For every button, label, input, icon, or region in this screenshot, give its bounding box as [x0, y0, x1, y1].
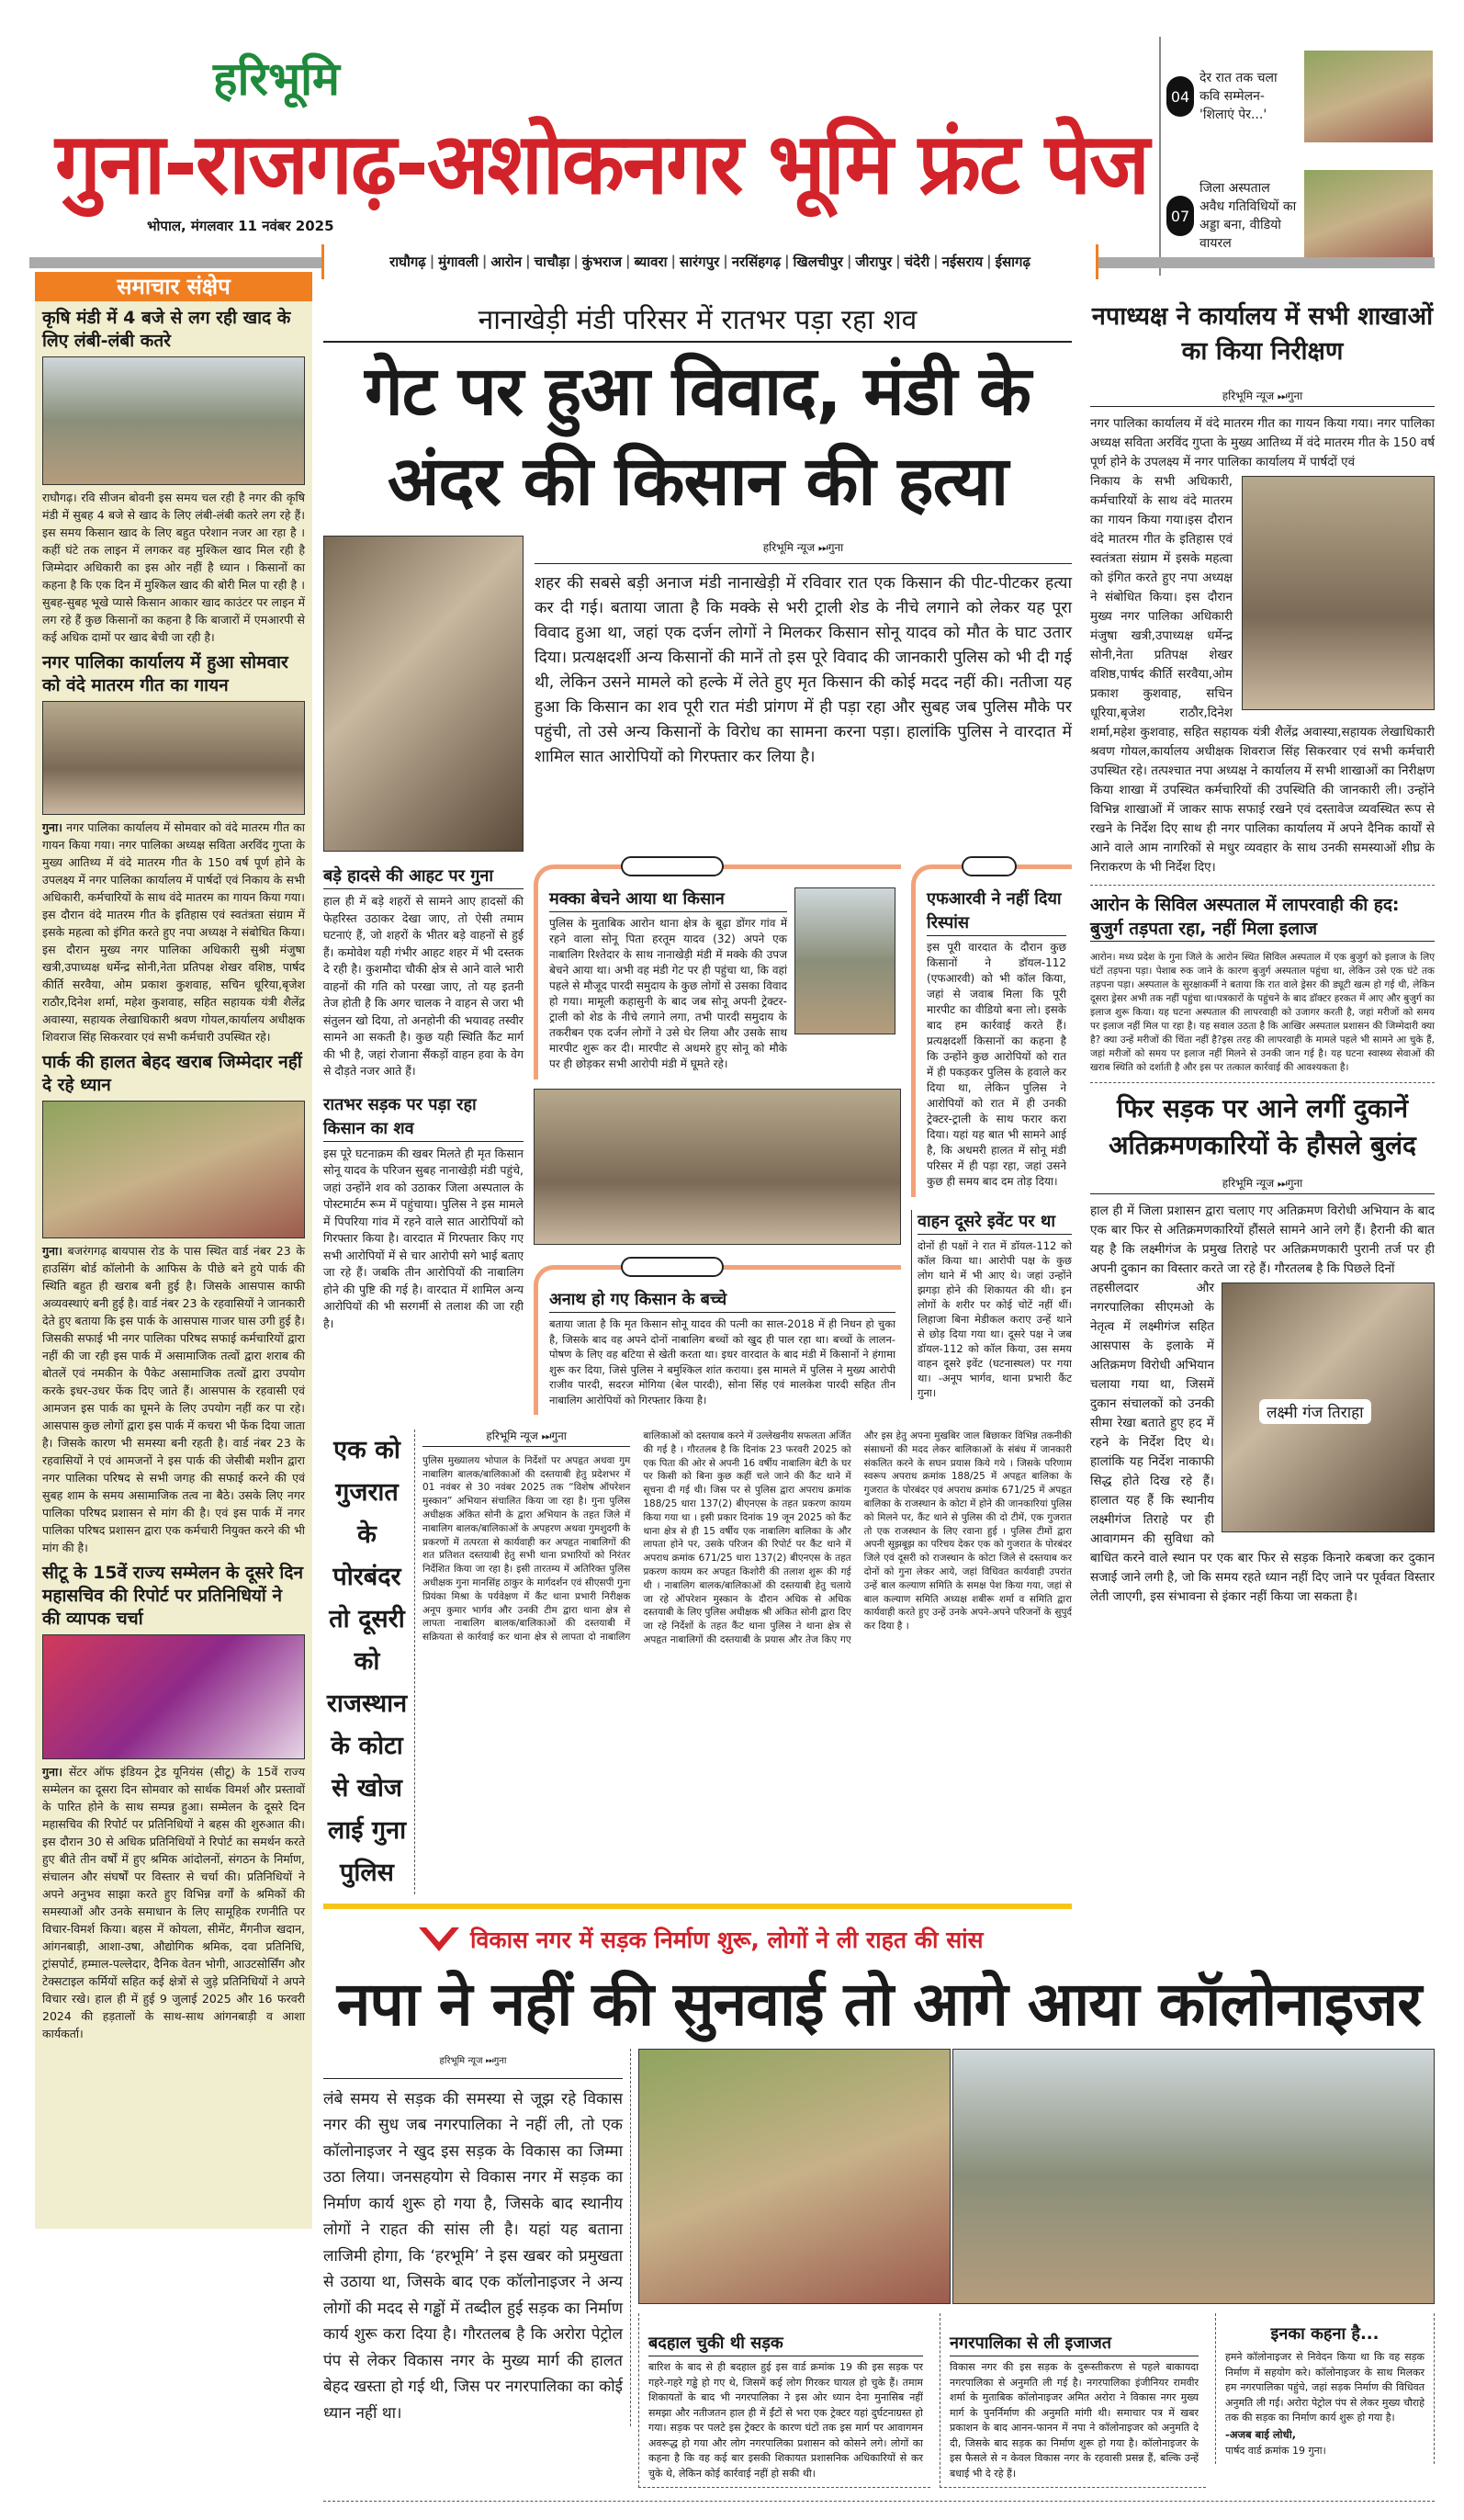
chevron-down-icon: [415, 1924, 463, 1955]
encroachment-headline: फिर सड़क पर आने लगीं दुकानें अतिक्रमणकारियों के हौसले बुलंद: [1109, 1093, 1416, 1160]
nav-separator: |: [933, 253, 939, 269]
brief-story: [42, 651, 305, 1045]
byline: हरिभूमि न्यूज ⏭गुना: [1090, 388, 1435, 407]
colony-row: [323, 2049, 1435, 2488]
brief-headline: नगर पालिका कार्यालय में हुआ सोमवार को वंदे मातरम गीत का गायन: [42, 652, 288, 695]
brief-dateline: गुना।: [42, 820, 62, 834]
police-headline: एक को गुजरात के पोरबंदर तो दूसरी को राजस्थान के कोटा से खोज लाई गुना पुलिस: [323, 1430, 415, 1894]
nav-separator: |: [573, 253, 579, 269]
police-body: [422, 1430, 1072, 1894]
brief-dateline: गुना।: [42, 1244, 62, 1258]
right-column: [1090, 299, 1435, 1607]
nav-separator: |: [846, 253, 852, 269]
location-nav-list: [389, 253, 1030, 271]
sidebar-story: [323, 1093, 524, 1333]
sidebars-row: [323, 864, 1072, 1415]
divider: [1090, 1082, 1435, 1083]
brief-body: [42, 1763, 305, 2042]
brief-story: [42, 307, 305, 646]
location-nav: [321, 244, 1098, 279]
hospital-headline: आरोन के सिविल अस्पताल में लापरवाही की हद: बुजुर्ग तड़पता रहा, नहीं मिला इलाज: [1090, 893, 1435, 942]
brief-photo: [42, 1101, 305, 1238]
sidebar-box: [638, 2313, 930, 2488]
page-title-wrap: [55, 103, 1148, 213]
byline: हरिभूमि न्यूज ⏭गुना: [535, 536, 1072, 564]
colony-headline: नपा ने नहीं की सुनवाई तो आगे आया कॉलोनाइजर: [336, 1969, 1422, 2040]
sidebar-body: दोनों ही पक्षों ने रात में डॉयल-112 को कॉल किया था। आरोपी पक्ष के कुछ लोग थाने में भी आए थे। जहां उन्होंने झगड़ा होने की शिकायत की थी। इन लोगों के शरीर पर कोई चोटें नहीं थीं। लिहाजा बिना मेडीकल कराए उन्हें थाने से छोड़ दिया गया था। दूसरे पक्ष ने जब डॉयल-112 को कॉल किया, उस समय वाहन दूसरे इवेंट (घटनास्थल) पर गया था। -अनूप भार्गव, थाना प्रभारी कैंट गुना।: [918, 1239, 1072, 1399]
nav-separator: |: [481, 253, 488, 269]
inside-teasers: [1159, 37, 1462, 276]
colony-text: लंबे समय से सड़क की समस्या से जूझ रहे विकास नगर की सुध जब नगरपालिका ने नहीं ली, तो एक कॉलोनाइजर ने खुद इस सड़क के विकास का जिम्मा उठा लिया। जनसहयोग से विकास नगर में सड़क का निर्माण कार्य शुरू हो गया है, जिसके बाद स्थानीय लोगों ने राहत की सांस ली है। यहां यह बताना लाजिमी होगा, कि ‘हरभूमि’ ने इस खबर को प्रमुखता से उठाया था, जिसके बाद एक कॉलोनाइजर ने अन्य लोगों की मदद से गड्ढों में तब्दील हुई सड़क का निर्माण कार्य शुरू करा दिया है। गौरतलब है कि अरोरा पेट्रोल पंप से लेकर विकास नगर के मुख्य मार्ग की हालत बेहद खस्ता हो गई थी, जिस पर नगरपालिका का कोई ध्यान नहीं था।: [323, 2089, 623, 2423]
brief-text: बजरंगगढ़ बायपास रोड के पास स्थित वार्ड नंबर 23 के हाउसिंग बोर्ड कॉलोनी के आफिस के पीछे बने हुये पार्क की स्थिति बहुत ही खराब बनी हुई है। जिसके आसपास काफी अव्यवस्थाएं बनी हुई है। वार्ड नंबर 23 के रहवासियों ने जानकारी देते हुए बताया कि इस पार्क के आसपास गाजर घास उगी हुई है। जिसकी सफाई भी नगर पालिका परिषद सफाई कर्मचारियों द्वारा नहीं की जा रही इस पार्क में असामाजिक तत्वों द्वारा शराब की बोतलें एवं नमकीन के पैकेट असामाजिक तत्वों द्वारा उपयोग करके इधर-उधर फेंक दिए जाते हैं। आसपास के रहवासी एवं आमजन इस पार्क का घूमने के लिए उपयोग नहीं कर पा रहे। आसपास कुछ लोगों द्वारा इस पार्क में कचरा भी फेंक दिया जाता है। जिसके कारण भी समस्या बनी रहती है। वार्ड नंबर 23 के रहवासियों ने एवं आमजनों ने इस पार्क की जेसीबी मशीन द्वारा नगर पालिका परिषद से सभी जगह की सफाई करने की एवं सुबह शाम के समय असामाजिक तत्व ना बैठे। उसके लिए नगर पालिका परिषद प्रशासन से मांग की है। एवं इस पार्क में नगर पालिका परिषद प्रशासन द्वारा एक कर्मचारी नियुक्त करने की भी मांग की है।: [42, 1244, 305, 1554]
divider: [1090, 885, 1435, 886]
top-row: [323, 299, 1435, 1909]
quote-box: [1215, 2313, 1435, 2464]
police-story: [323, 1430, 1072, 1894]
colony-kicker-row: [323, 1924, 1435, 1955]
brief-body: [42, 819, 305, 1045]
sidebar-headline: मक्का बेचने आया था किसान: [549, 887, 787, 912]
byline: हरिभूमि न्यूज ⏭गुना: [323, 2049, 623, 2079]
brief-body: राघौगढ़। रवि सीजन बोवनी इस समय चल रही है नगर की कृषि मंडी में सुबह 4 बजे से खाद के लिए लंबी-लंबी कतरे लग रहे हैं। इस समय किसान खाद के लिए बहुत परेशान नजर आ रहा है । कहीं घंटे तक लाइन में लगकर वह मुश्किल खाद मिल रही है जिम्मेदार अधिकारी का इस ओर नहीं है ध्यान । किसानों का कहना है कि एक दिन में मुश्किल खाद की बोरी मिल पा रही है । सुबह-सुबह भूखे प्यासे किसान आकार खाद काउंटर पर लाइन में लग रहे हैं कुछ किसानों का कहना है कि बाजारों में एमआरपी से कई अधिक दामों पर खाद बेची जा रही है।: [42, 491, 305, 644]
nav-separator: |: [670, 253, 676, 269]
main-content: [323, 299, 1435, 2502]
lead-photo-crowd: [323, 536, 524, 852]
nav-separator: |: [525, 253, 531, 269]
colony-boxes: [638, 2313, 1435, 2488]
brief-story: [42, 1562, 305, 2042]
victim-portrait-photo: [794, 887, 895, 1034]
road-photo-tractor: [638, 2049, 951, 2304]
nav-location-link[interactable]: ब्यावरा: [634, 254, 668, 270]
sidebar-story: [323, 864, 524, 1080]
colony-right: [638, 2049, 1435, 2488]
page-bottom-rule: [323, 2501, 1435, 2502]
hospital-body: आरोन। मध्य प्रदेश के गुना जिले के आरोन स्थित सिविल अस्पताल में एक बुजुर्ग को इलाज के लिए घंटों तड़पना पड़ा। पेशाब रुक जाने के कारण बुजुर्ग अस्पताल पहुंचा था, लेकिन उसे एक घंटे तक तड़पना पड़ा। अस्पताल के सुरक्षाकर्मी ने बताया कि रात वाले ड्रेसर की ड्यूटी खत्म हो गई थी, लेकिन दूसरा ड्रेसर अभी तक नहीं पहुंचा था।पत्रकारों के पहुंचने के बाद डॉक्टर हरकत में आए और बुजुर्ग का इलाज शुरू किया। यह घटना अस्पताल की लापरवाही को उजागर करती है, जहां मरीजों को समय पर इलाज नहीं मिल पा रहा है। यह सवाल उठता है कि आखिर अस्पताल प्रशासन की जिम्मेदारी क्या है? क्या उन्हें मरीजों की चिंता नहीं है?इस तरह की लापरवाही के मामले पहले भी सामने आ चुके हैं, जहां मरीजों को समय पर इलाज नहीं मिलने से उनकी जान गई है। यह घटना स्वास्थ्य सेवाओं की खराब स्थिति को दर्शाती है और इस पर तत्काल कार्रवाई की आवश्यकता है।: [1090, 952, 1435, 1073]
sidebar-body: बारिश के बाद से ही बदहाल हुई इस वार्ड क्रमांक 19 की इस सड़क पर गहरे-गहरे गड्ढे हो गए थे, जिसमें कई लोग गिरकर घायल हो चुके हैं। तमाम शिकायतों के बाद भी नगरपालिका ने इस ओर ध्यान देना मुनासिब नहीं समझा और नतीजतन हाल ही में ईंटों से भरा एक ट्रेक्टर यहां दुर्घटनाग्रस्त हो गया। सड़क पर पलटे इस ट्रेक्टर के कारण घंटों तक इस मार्ग पर आवागमन अवरूद्ध हो गया और लोग नगरपालिका प्रशासन को कोसने लगे। लोगों का कहना है कि वह कई बार इसकी शिकायत प्रशासनिक अधिकारियों से कर चुके थे, लेकिन कोई कार्रवाई नहीं हो सकी थी।: [648, 2361, 923, 2480]
colony-body: [323, 2049, 631, 2426]
lead-headline: गेट पर हुआ विवाद, मंडी के अंदर की किसान की हत्या: [365, 352, 1030, 521]
brief-dateline: गुना।: [42, 1765, 62, 1779]
colony-story: [323, 1924, 1435, 2502]
colony-kicker: विकास नगर में सड़क निर्माण शुरू, लोगों ने ली राहत की सांस: [470, 1927, 984, 1953]
teaser-text: देर रात तक चला कवि सम्मेलन-'शिलाएं पेर...': [1199, 71, 1278, 122]
teaser-item[interactable]: [1161, 37, 1462, 156]
brief-photo: [42, 701, 305, 815]
nav-location-link[interactable]: चाचौड़ा: [534, 254, 570, 270]
newspaper-logo: हरिभूमि: [213, 52, 340, 106]
nav-location-link[interactable]: आरोन: [490, 254, 523, 270]
nav-location-link[interactable]: कुंभराज: [581, 254, 623, 270]
brief-text: सेंटर ऑफ इंडियन ट्रेड यूनियंस (सीटू) के 15वें राज्य सम्मेलन का दूसरा दिन सोमवार को सार्थक विमर्श और प्रस्तावों के पारित होने के साथ सम्पन्न हुआ। सम्मेलन के दूसरे दिन महासचिव की रिपोर्ट पर प्रतिनिधियों ने बहस की शुरुआत की। इस दौरान 30 से अधिक प्रतिनिधियों ने रिपोर्ट का समर्थन करते हुए बीते तीन वर्षों में हुए श्रमिक आंदोलनों, संगठन के निर्माण, संचालन और संघर्षों पर विस्तार से चर्चा की। प्रतिनिधियों ने अपने अनुभव साझा करते हुए विभिन्न वर्गों के श्रमिकों की समस्याओं और उनके समाधान के लिए सामूहिक रणनीति पर विचार-विमर्श किया। बहस में कोयला, सीमेंट, मैंगनीज खदान, आंगनबाड़ी, आशा-उषा, औद्योगिक श्रमिक, दवा प्रतिनिधि, ट्रांसपोर्ट, हम्माल-पल्लेदार, दैनिक वेतन भोगी, आउटसोर्सिंग और टेक्सटाइल कर्मियों सहित कई क्षेत्रों से जुड़े प्रतिनिधियों ने अपने विचार रखे। हाल ही में हुई 9 जुलाई 2025 और 16 फरवरी 2024 की हड़तालों के साथ-साथ आंगनबाड़ी व आशा कार्यकर्ता।: [42, 1765, 305, 2040]
sidebar-body: विकास नगर की इस सड़क के दुरूस्तीकरण से पहले बाकायदा नगरपालिका से अनुमति ली गई है। नगरपालिका इंजीनियर रामवीर शर्मा के मुताबिक कॉलोनाइजर अमित अरोरा ने विकास नगर मुख्य मार्ग के पुनर्निर्माण की अनुमति मांगी थी। समाचार पत्र में खबर प्रकाशन के बाद आनन-फानन में नपा ने कॉलोनाइजर को अनुमति दे दी, जिसके बाद सड़क का निर्माण शुरू हो गया है। कॉलोनाइजर के इस फैसले से न केवल विकास नगर के रहवासी प्रसन्न हैं, बल्कि उन्हें बधाई भी दे रहे हैं।: [950, 2361, 1199, 2480]
brief-headline: सीटू के 15वें राज्य सम्मेलन के दूसरे दिन महासचिव की रिपोर्ट पर प्रतिनिधियों ने की व्यापक चर्चा: [42, 1563, 303, 1629]
teaser-photo: [1304, 51, 1433, 142]
nav-location-link[interactable]: जीरापुर: [855, 254, 893, 270]
nav-location-link[interactable]: नरसिंहगढ़: [731, 254, 782, 270]
mandi-police-photo: [534, 1089, 901, 1245]
byline: हरिभूमि न्यूज ⏭गुना: [422, 1430, 630, 1447]
quote-signature: -अजब बाई लोधी,: [1225, 2427, 1297, 2441]
lead-row: [323, 536, 1072, 852]
teaser-text: जिला अस्पताल अवैध गतिविधियों का अड्डा बना, वीडियो वायरल: [1199, 181, 1297, 251]
sidebar-body: इस पूरी वारदात के दौरान कुछ किसानों ने डॉयल-112 (एफआरवी) को भी कॉल किया, जहां से जवाब मिला कि पूरी मारपीट का वीडियो बना लो। इसके बाद हम कार्रवाई करते हैं। प्रत्यक्षदर्शी किसानों का कहना है कि उन्होंने कुछ आरोपियों को रात में ही पकड़कर पुलिस के हवाले कर दिया था, लेकिन पुलिस ने आरोपियों को रात में ही उनकी ट्रेक्टर-ट्राली के साथ फरार करा दिया। यहां यह बात भी सामने आई है, कि अधमरी हालत में सोनू मंडी परिसर में ही पड़ा रहा, जहां उसने कुछ ही समय बाद दम तोड़ दिया।: [927, 941, 1066, 1188]
sidebar-headline: अनाथ हो गए किसान के बच्चे: [549, 1288, 895, 1313]
brief-photo: [42, 1634, 305, 1759]
sidebar-body: बताया जाता है कि मृत किसान सोनू यादव की पत्नी का साल-2018 में ही निधन हो चुका है, जिसके बाद वह अपने दोनों नाबालिग बच्चों को खुद ही पाल रहा था। बच्चों के लालन-पोषण के लिए वह बटिया से खेती करता था। इधर वारदात के बाद मंडी में किसानों ने हंगामा शुरू कर दिया, जिसे पुलिस ने बमुश्किल शांत कराया। इस मामले में पुलिस ने मुख्य आरोपी राजीव पारदी, सदरज मोगिया (बेल पारदी), सोना सिंह एवं मालकेश पारदी सहित तीन नाबालिग आरोपियों को गिरफ्तार किया है।: [549, 1317, 895, 1407]
nav-location-link[interactable]: चंदेरी: [904, 254, 930, 270]
teaser-photo: [1304, 170, 1433, 262]
sidebar-headline: वाहन दूसरे इवेंट पर था: [918, 1210, 1072, 1235]
decorative-tab: [621, 1257, 724, 1277]
sidebar-column-2: [534, 864, 901, 1415]
page-number-badge: 07: [1166, 196, 1194, 236]
decorative-tab: [621, 856, 724, 876]
nav-separator: |: [986, 253, 992, 269]
sidebar-text: [549, 887, 787, 1072]
nav-separator: |: [784, 253, 790, 269]
inspection-headline: नपाध्यक्ष ने कार्यालय में सभी शाखाओं का किया निरीक्षण: [1091, 302, 1434, 366]
brief-story: [42, 1051, 305, 1556]
lakshmi-ganj-photo: [1222, 1283, 1435, 1532]
decorative-tab: [962, 856, 1017, 876]
inspection-photo: [1242, 476, 1435, 710]
brief-photo: [42, 356, 305, 485]
sidebar-story: [911, 864, 1072, 1197]
section-rule: [323, 1904, 1072, 1909]
byline: हरिभूमि न्यूज ⏭गुना: [1090, 1175, 1435, 1194]
sidebar-headline: रातभर सड़क पर पड़ा रहा किसान का शव: [323, 1093, 524, 1142]
brief-text: नगर पालिका कार्यालय में सोमवार को वंदे मातरम गीत का गायन किया गया। नगर पालिका अध्यक्ष सविता अरविंद गुप्ता के मुख्य आतिथ्य में वंदे मातरम गीत के 150 वर्ष पूर्ण होने के उपलक्ष्य में नगर पालिका कार्यालय में पार्षदों एवं निकाय के सभी अधिकारी, कर्मचारियों के साथ वंदे मातरम का गायन किया गया। इस दौरान वंदे मातरम गीत के इतिहास एवं स्वतंत्रता संग्राम में इसके महत्वा को इंगित करते हुए नपा अध्यक्ष ने संबोधित किया। इस दौरान मुख्य नगर पालिका अधिकारी सुश्री मंजुषा खत्री,उपाध्यक्ष धर्मेन्द्र सोनी,नेता प्रतिपक्ष शेखर वशिष्ठ, पार्षद कीर्ति सरवैया, ओम प्रकाश कुशवाह, सचिन धूरिया,बृजेश राठौर,दिनेश शर्मा, महेश कुशवाह, सहित सहायक यंत्री शैलेंद्र अवास्या, सहायक लेखाधिकारी श्रवण गोयल,कार्यालय अधीक्षक शिवराज सिंह सिकरवार एवं सभी कर्मचारी उपस्थित रहे।: [42, 820, 305, 1044]
news-briefs-column: [35, 272, 312, 2229]
sidebar-content: [549, 887, 895, 1072]
sidebar-story: [534, 1265, 901, 1415]
nav-location-link[interactable]: मुंगावली: [438, 254, 479, 270]
brief-headline: कृषि मंडी में 4 बजे से लग रही खाद के लिए लंबी-लंबी कतरे: [42, 308, 291, 351]
nav-location-link[interactable]: सारंगपुर: [679, 254, 720, 270]
encroachment-body-top: हाल ही में जिला प्रशासन द्वारा चलाए गए अतिक्रमण विरोधी अभियान के बाद एक बार फिर से अतिक्रमणकारियों हौंसले सामने आने लगे हैं। हैरानी की बात यह है कि लक्ष्मीगंज के प्रमुख तिराहे पर अतिक्रमणकारी पुरानी तर्ज पर ही अपनी दुकान का विस्तार करते जा रहे हैं। गौरतलब है कि पिछले दिनों: [1090, 1203, 1436, 1276]
sidebar-body: इस पूरे घटनाक्रम की खबर मिलते ही मृत किसान सोनू यादव के परिजन सुबह नानाखेड़ी मंडी पहुंचे, जहां उन्होंने शव को उठाकर जिला अस्पताल के पोस्टमार्टम रूम में पहुंचाया। पुलिस ने इस मामले में पिपरिया गांव में रहने वाले सात आरोपियों को गिरफ्तार किया है। वारदात में गिरफ्तार किए गए सभी आरोपियों में से चार आरोपी सगे भाई बताए जा रहे हैं। जबकि तीन आरोपियों की नाबालिग होने की पुष्टि की गई है। वारदात में शामिल अन्य आरोपियों की भी सरगर्मी से तलाश की जा रही है।: [323, 1146, 524, 1330]
sidebar-body: पुलिस के मुताबिक आरोन थाना क्षेत्र के बूढ़ा डोंगर गांव में रहने वाला सोनू पिता हरतूम यादव (32) अपने एक नाबालिग रिश्तेदार के साथ नानाखेड़ी मंडी में मक्के की उपज बेचने आया था। अभी वह मंडी गेट पर ही पहुंचा था, कि वहां पहले से मौजूद पारदी समुदाय के कुछ लोगों से उसका विवाद हो गया। मामूली कहासुनी के बाद जब सोनू अपनी ट्रेक्टर-ट्राली को शेड के नीचे लगाने लगा, तभी पारदी समुदाय के तकरीबन एक दर्जन लोगों ने उसे घेर लिया और उसके साथ मारपीट शुरू कर दी। मारपीट से अधमरे हुए सोनू को मौके पर ही छोड़कर सभी आरोपी मंडी में घूमते रहे।: [549, 917, 787, 1070]
nav-separator: |: [723, 253, 728, 269]
sidebar-headline: नगरपालिका से ली इजाजत: [950, 2332, 1199, 2356]
briefs-banner: समाचार संक्षेप: [35, 272, 312, 301]
encroachment-body: तहसीलदार और नगरपालिका सीएमओ के नेतृत्व में लक्ष्मीगंज सहित आसपास के इलाके में अतिक्रमण विरोधी अभियान चलाया गया था, जिसमें दुकान संचालकों को उनकी सीमा रेखा बताते हुए हद में रहने के निर्देश दिए थे। हालांकि यह निर्देश नाकाफी सिद्ध होते दिख रहे हैं। हालात यह हैं कि स्थानीय लक्ष्मीगंज तिराहे पर ही आवागमन की सुविधा को बाधित करने वाले स्थान पर एक बार फिर से सड़क किनारे कबजा कर दुकान सजाई जाने लगी है, जो कि समय रहते ध्यान नहीं दिए जाने पर पूर्ववत विस्तार लेती जाएगी, इस संभावना से इंकार नहीं किया जा सकता है।: [1090, 1281, 1435, 1604]
inspection-body-top: नगर पालिका कार्यालय में वंदे मातरम गीत का गायन किया गया। नगर पालिका अध्यक्ष सविता अरविंद गुप्ता के मुख्य आतिथ्य में वंदे मातरम गीत के 150 वर्ष पूर्ण होने के उपलक्ष्य में नगर पालिका कार्यालय में पार्षदों एवं: [1090, 416, 1436, 469]
nav-location-link[interactable]: खिलचीपुर: [793, 254, 843, 270]
police-text: पुलिस मुख्यालय भोपाल के निर्देशों पर अपहृत अथवा गुम नाबालिग बालक/बालिकाओं की दस्तयाबी हेतु प्रदेशभर में 01 नवंबर से 30 नवंबर 2025 तक “विशेष ऑपरेशन मुस्कान” अभियान संचालित किया जा रहा है। गुना पुलिस अधीक्षक अंकित सोनी के द्वारा अभियान के तहत जिले में नाबालिग बालक/बालिकाओं के अपहरण अथवा गुमशुदगी के प्रकरणों में तत्परता से कार्यवाही कर अपहृत नाबालिगों की शत प्रतिशत दस्तयाबी हेतु सभी थाना प्रभारियों को निरंतर निर्देशित किया जा रहा है। इसी तारतम्य में अतिरिक्त पुलिस अधीक्षक गुना मानसिंह ठाकुर के मार्गदर्शन एवं सीएसपी गुना प्रियंका मिश्रा के पर्यवेक्षण में कैंट थाना प्रभारी निरीक्षक अनूप कुमार भार्गव और उनकी टीम द्वारा थाना क्षेत्र से लापता नाबालिग बालक/बालिकाओं की दस्तयाबी में सक्रियता से कार्रवाई कर थाना क्षेत्र से लापता दो नाबालिग बालिकाओं को दस्तयाब करने में उल्लेखनीय सफलता अर्जित की गई है । गौरतलब है कि दिनांक 23 फरवरी 2025 को एक पिता की ओर से अपनी 16 वर्षीय नाबालिग बेटी के घर पर किसी को बिना कुछ कहीं चले जाने की कैंट थाने में सूचना दी गई थी। जिस पर से पुलिस द्वारा अपराध क्रमांक 188/25 धारा 137(2) बीएनएस के तहत प्रकरण कायम किया गया था । इसी प्रकार दिनांक 19 जून 2025 को कैंट थाना क्षेत्र से ही 15 वर्षीय एक नाबालिग बालिका के और लापता होने पर, उसके परिजन की रिपोर्ट पर कैंट थाने में अपराध क्रमांक 671/25 धारा 137(2) बीएनएस के तहत प्रकरण कायम कर अपहृत किशोरी की तलाश शुरू की गई थी । नाबालिग बालक/बालिकाओं की दस्तयाबी हेतु चलाये जा रहे ऑपरेशन मुस्कान के दौरान अधिक से अधिक दस्तयाबी के लिए पुलिस अधीक्षक श्री अंकित सोनी द्वारा दिए जा रहे निर्देशों के तहत कैंट थाना पुलिस ने थाना क्षेत्र से अपहृत नाबालिगों की दस्तयाबी के प्रयास और तेज किए गए और इस हेतु अपना मुखबिर जाल बिछाकर विभिन्न तकनीकी संसाधनों की मदद लेकर बालिकाओं के संबंध में जानकारी संकलित करने के सघन प्रयास किये गये । जिसके परिणाम स्वरूप अपराध क्रमांक 188/25 में अपहृत बालिका के गुजरात के पोरबंदर एवं अपराध क्रमांक 671/25 में अपहृत बालिका के राजस्थान के कोटा में होने की जानकारियां पुलिस को मिलने पर, कैंट थाने से पुलिस की दो टीमें, एक गुजरात तो एक राजस्थान के लिए रवाना हुई । पुलिस टीमों द्वारा अपनी सूझबूझ का परिचय देकर एक को गुजरात के पोरबंदर जिले एवं दूसरी को राजस्थान के कोटा जिले से दस्तयाब कर दोनों को गुना लेकर आये, जहां विधिवत कार्यवाही उपरांत उन्हें बाल कल्याण समिति के समक्ष पेश किया गया, जहां से बाल कल्याण समिति अध्यक्ष शबीरू शर्मा व समिति द्वारा कार्यवाही करते हुए उन्हें उनके अपने-अपने परिजनों के सुपुर्द कर दिया है ।: [422, 1430, 1072, 1645]
sidebar-column-3: [911, 864, 1072, 1400]
brief-headline: पार्क की हालत बेहद खराब जिम्मेदार नहीं दे रहे ध्यान: [42, 1052, 302, 1095]
road-photo-street: [952, 2049, 1435, 2304]
nav-location-link[interactable]: नईसराय: [941, 254, 984, 270]
quote-designation: पार्षद वार्ड क्रमांक 19 गुना।: [1225, 2445, 1326, 2457]
page-number-badge: 04: [1166, 76, 1194, 117]
sidebar-headline: एफआरवी ने नहीं दिया रिस्पांस: [927, 887, 1066, 936]
nav-separator: |: [895, 253, 901, 269]
center-column: [323, 299, 1072, 1909]
inspection-body: निकाय के सभी अधिकारी, कर्मचारियों के साथ वंदे मातरम का गायन किया गया।इस दौरान वंदे मातरम गीत के इतिहास एवं स्वतंत्रता संग्राम में इसके महत्वा को इंगित करते हुए नपा अध्यक्ष ने संबोधित किया। इस दौरान मुख्य नगर पालिका अधिकारी मंजुषा खत्री,उपाध्यक्ष धर्मेन्द्र सोनी,नेता प्रतिपक्ष शेखर वशिष्ठ,पार्षद कीर्ति सरवैया,ओम प्रकाश कुशवाह, सचिन धूरिया,बृजेश राठौर,दिनेश शर्मा,महेश कुशवाह, सहित सहायक यंत्री शैलेंद्र अवास्या,सहायक लेखाधिकारी श्रवण गोयल,कार्यालय अधीक्षक शिवराज सिंह सिकरवार एवं सभी कर्मचारी उपस्थित रहे। तत्पश्चात नपा अध्यक्ष ने कार्यालय में सभी शाखाओं का निरीक्षण किया शाखा में उपस्थित कर्मचारियों की उपस्थिति की जानकारी ली। उन्होंने विभिन्न शाखाओं में जाकर साफ सफाई रखने एवं दस्तावेज व्यवस्थित रूप से रखने के निर्देश दिए साथ ही नगर पालिका कार्यालय में अपने दैनिक कार्यों से आने वाले आम नागरिकों से मधुर व्यवहार के साथ उनकी समस्याओं शीघ्र के निराकरण के भी निर्देश दिए।: [1090, 474, 1435, 875]
sidebar-column-1: [323, 864, 524, 1332]
quote-body: हमने कॉलोनाइजर से निवेदन किया था कि वह सड़क निर्माण में सहयोग करे। कॉलोनाइजर के साथ मिलकर हम नगरपालिका पहुंचे, जहां सड़क निर्माण की विधिवत अनुमति ली गई। अरोरा पेट्रोल पंप से लेकर मुख्य चौराहे तक की सड़क का निर्माण कार्य शुरू हो गया है।: [1225, 2351, 1425, 2424]
quote-headline: इनका कहना है...: [1270, 2324, 1380, 2344]
dateline: भोपाल, मंगलवार 11 नवंबर 2025: [147, 218, 334, 234]
photo-caption: लक्ष्मी गंज तिराहा: [1259, 1399, 1371, 1424]
sidebar-body: हाल ही में बड़े शहरों से सामने आए हादसों की फेहरिस्त उठाकर देखा जाए, तो ऐसी तमाम घटनाएं हैं, जो शहरों के भीतर बड़े वाहनों से हुई हैं। कमोवेश यही गंभीर आहट शहर में भी दस्तक दे रही है। कुशमौदा चौकी क्षेत्र से आने वाले भारी वाहनों की गति को परखा जाए, तो यह इतनी तेज होती है कि अगर चालक ने वाहन से जरा भी संतुलन खो दिया, तो अनहोनी की भयावह तस्वीर सामने आ सकती है। कुछ यही स्थिति कैंट मार्ग की भी है, जहां रोजाना सैंकड़ों वाहन हवा के वेग से दौड़ते नजर आते हैं।: [323, 894, 524, 1078]
page-title: गुना-राजगढ़-अशोकनगर भूमि फ्रंट पेज: [55, 115, 1148, 213]
colony-photos: [638, 2049, 1435, 2304]
nav-location-link[interactable]: ईसागढ़: [995, 254, 1030, 270]
sidebar-story: [534, 864, 901, 1079]
sidebar-story: [911, 1210, 1072, 1400]
nav-separator: |: [429, 253, 435, 269]
brief-body: [42, 1242, 305, 1556]
sidebar-headline: बड़े हादसे की आहट पर गुना: [323, 864, 524, 889]
sidebar-headline: बदहाल चुकी थी सड़क: [648, 2332, 923, 2356]
nav-separator: |: [625, 253, 631, 269]
lead-text: शहर की सबसे बड़ी अनाज मंडी नानाखेड़ी में रविवार रात एक किसान की पीट-पीटकर हत्या कर दी गई। बताया जाता है कि मक्के से भरी ट्राली शेड के नीचे लगाने को लेकर यह पूरा विवाद हुआ था, जहां एक दर्जन लोगों ने मिलकर किसान सोनू यादव को मौत के घाट उतार दिया। प्रत्यक्षदर्शी अन्य किसानों की मानें तो इस पूरे विवाद की जानकारी पुलिस को भी दी गई थी, लेकिन उसने मामले को हल्के में लेते हुए मृत किसान की कोई मदद नहीं की। नतीजा यह हुआ कि किसान का शव पूरी रात मंडी प्रांगण में ही पड़ा रहा और सुबह जब पुलिस मौके पर पहुंची, तो उसे अन्य किसानों के विरोध का सामना करना पड़ा। हालांकि पुलिस ने वारदात में शामिल सात आरोपियों को गिरफ्तार कर लिया है।: [535, 574, 1072, 766]
sidebar-box: [940, 2313, 1206, 2488]
nav-location-link[interactable]: राघौगढ़: [389, 254, 426, 270]
lead-kicker: नानाखेड़ी मंडी परिसर में रातभर पड़ा रहा शव: [323, 299, 1072, 343]
lead-body: [535, 536, 1072, 852]
